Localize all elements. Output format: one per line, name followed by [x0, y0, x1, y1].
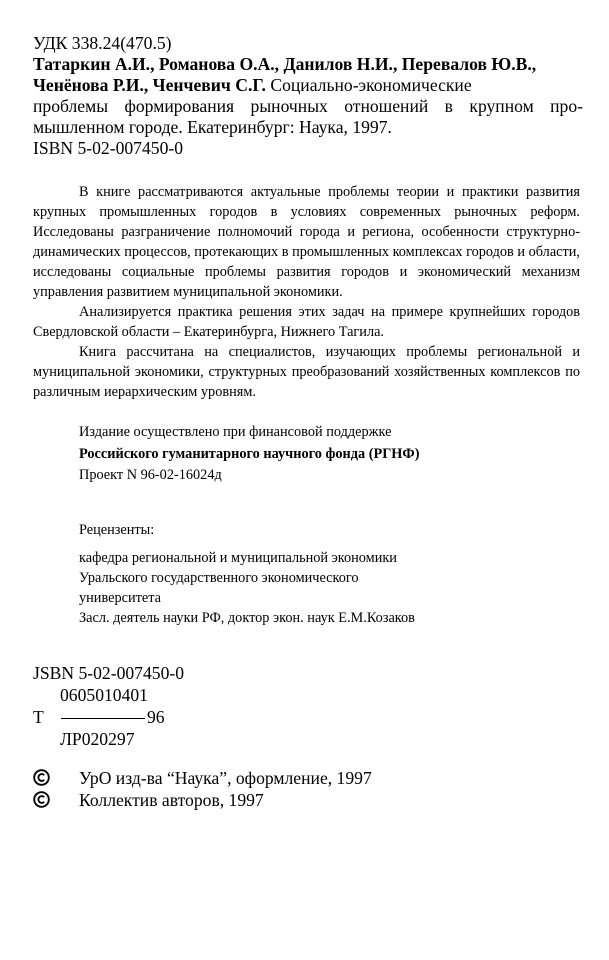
- reviewer-line: Уральского государственного экономического: [79, 570, 359, 586]
- isbn-header: ISBN 5-02-007450-0: [33, 138, 184, 158]
- catalog-code: 0605010401: [60, 685, 148, 705]
- funding-note: [79, 422, 419, 487]
- copyright-text: Коллектив авторов, 1997: [79, 790, 264, 810]
- abstract-paragraph: Книга рассчитана на специалистов, изучающих проблемы региональной и муниципальной экономики, структурных преобразований хозяйственных комплексов по различным иерархическим уровням.: [33, 344, 580, 400]
- fraction-rule: [61, 718, 145, 719]
- funding-organization: Российского гуманитарного научного фонда (РГНФ): [79, 445, 420, 462]
- publication-codes: [33, 662, 184, 750]
- reviewers-heading: Рецензенты:: [79, 522, 155, 538]
- bibliographic-header: [33, 33, 583, 159]
- udk-code: УДК 338.24(470.5): [33, 33, 172, 53]
- project-number: Проект N 96-02-16024д: [79, 467, 222, 483]
- abstract-paragraph: Анализируется практика решения этих задач на примере крупнейших городов Свердловской области – Екатеринбурга, Нижнего Тагила.: [33, 304, 580, 340]
- publication-info: мышленном городе. Екатеринбург: Наука, 1997.: [33, 117, 392, 137]
- copyright-icon: [33, 791, 50, 808]
- reviewer-line: Засл. деятель науки РФ, доктор экон. наук Е.М.Козаков: [79, 610, 415, 626]
- abstract: [33, 182, 580, 402]
- copyright-icon: [33, 769, 50, 786]
- copyright-text: УрО изд-ва “Наука”, оформление, 1997: [79, 768, 372, 788]
- book-title-start: Социально-экономические: [265, 75, 472, 95]
- t-letter: Т: [33, 707, 44, 727]
- reviewers: [79, 520, 415, 628]
- funding-line: Издание осуществлено при финансовой поддержке: [79, 424, 392, 440]
- book-title-line: проблемы формирования рыночных отношений в крупном про-: [33, 96, 583, 116]
- authors-line: Татаркин А.И., Романова О.А., Данилов Н.И., Перевалов Ю.В.,: [33, 54, 537, 74]
- t-code-row: [33, 706, 184, 728]
- authors-title-line: [33, 75, 583, 96]
- isbn-code: JSBN 5-02-007450-0: [33, 663, 185, 683]
- authors-line-2: Ченёнова Р.И., Ченчевич С.Г.: [33, 75, 266, 95]
- reviewer-line: университета: [79, 590, 161, 606]
- t-number: 96: [147, 707, 165, 727]
- abstract-paragraph: В книге рассматриваются актуальные проблемы теории и практики развития крупных промышленных городов в условиях современных рыночных реформ. Исследованы разграничение полномочий города и региона, особенности структурно-динамических процессов, протекающих в промышленных комплексах городов и области, исследованы социальные проблемы развития городов и экономический механизм управления развитием муниципальной экономики.: [33, 184, 580, 300]
- reviewer-line: кафедра региональной и муниципальной экономики: [79, 550, 397, 566]
- license-code: ЛР020297: [60, 729, 135, 749]
